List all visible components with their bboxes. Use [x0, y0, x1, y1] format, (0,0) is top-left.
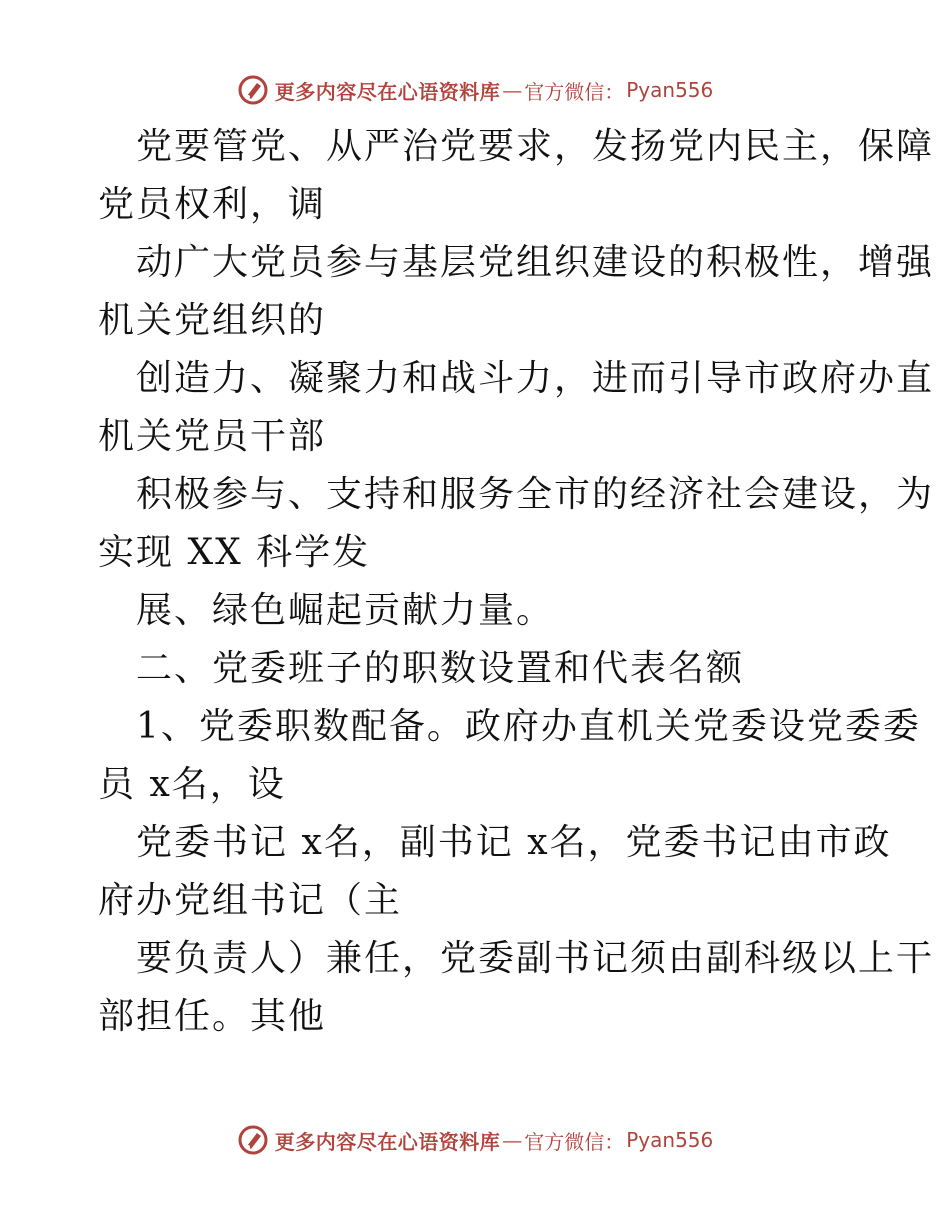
banner-text: 更多内容尽在心语资料库 [274, 79, 501, 104]
body-line: 创造力、凝聚力和战斗力，进而引导市政府办直 [136, 358, 935, 399]
banner-dash: — [502, 78, 523, 102]
body-line: 积极参与、支持和服务全市的经济社会建设，为 [136, 474, 935, 515]
body-line: 1、党委职数配备。政府办直机关党委设党委委 [136, 706, 921, 747]
banner-wechat-label: 官方微信： [524, 1129, 625, 1154]
body-line: 展、绿色崛起贡献力量。 [136, 590, 555, 631]
body-line: 党员权利，调 [98, 184, 327, 225]
body-line: 部担任。其他 [98, 996, 327, 1037]
pen-logo-icon [237, 74, 269, 106]
body-line: 机关党组织的 [98, 300, 327, 341]
banner-text: 更多内容尽在心语资料库 [274, 1129, 501, 1154]
body-line: 府办党组书记（主 [98, 880, 403, 921]
body-line: 机关党员干部 [98, 416, 327, 457]
header-banner [0, 70, 950, 110]
banner-dash: — [502, 1128, 523, 1152]
document-body [98, 118, 935, 1046]
footer-banner [0, 1120, 950, 1160]
body-line: 党要管党、从严治党要求，发扬党内民主，保障 [136, 126, 935, 167]
section-heading: 二、党委班子的职数设置和代表名额 [136, 648, 745, 689]
body-line: 要负责人）兼任，党委副书记须由副科级以上干 [136, 938, 935, 979]
body-line: 员 x名，设 [98, 764, 286, 805]
pen-logo-icon [237, 1124, 269, 1156]
banner-wechat-id: Pyan556 [626, 1128, 714, 1152]
body-line: 实现 XX 科学发 [98, 532, 371, 573]
banner-wechat-id: Pyan556 [626, 78, 714, 102]
body-line: 党委书记 x名，副书记 x名，党委书记由市政 [136, 822, 892, 863]
banner-wechat-label: 官方微信： [524, 79, 625, 104]
body-line: 动广大党员参与基层党组织建设的积极性，增强 [136, 242, 935, 283]
